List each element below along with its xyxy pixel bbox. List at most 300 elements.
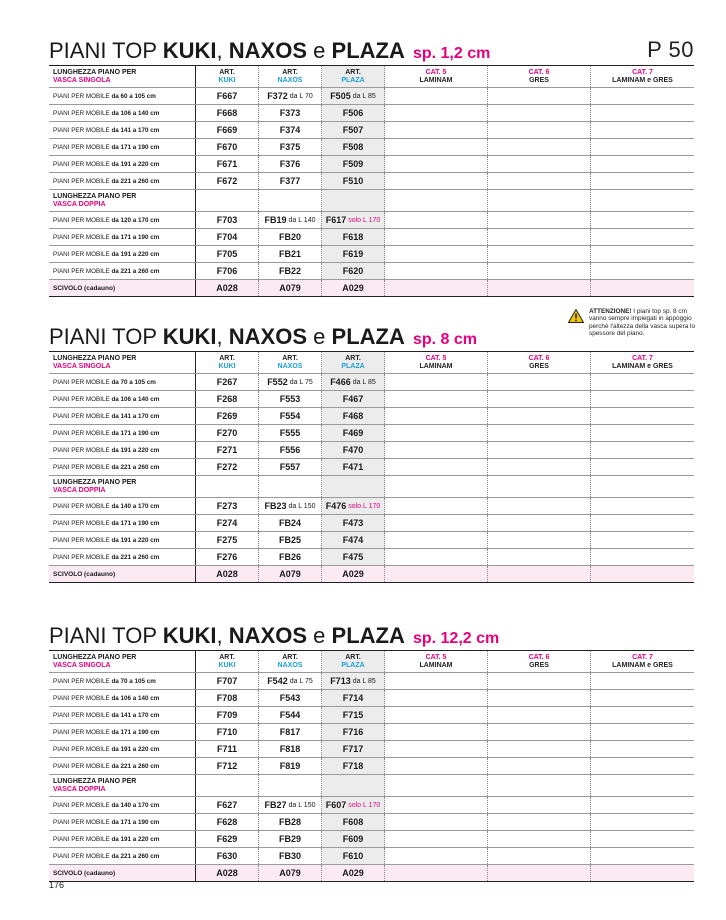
- title-kuki: KUKI: [162, 324, 217, 349]
- header-cat: CAT. 7: [632, 653, 653, 661]
- row-range: da 191 a 220 cm: [111, 446, 160, 454]
- cell-kuki: [196, 690, 259, 706]
- header-cat: CAT. 7: [632, 68, 653, 76]
- article-code: F377: [279, 176, 301, 186]
- row-description: [49, 122, 196, 138]
- section-1: [49, 37, 694, 297]
- article-code: F819: [279, 761, 301, 771]
- article-code: F543: [279, 693, 301, 703]
- double-header-line1: LUNGHEZZA PIANO PER: [53, 777, 137, 785]
- row-range: da 106 a 140 cm: [111, 694, 160, 702]
- cell-cat5: [385, 741, 488, 757]
- cell-cat6: [488, 88, 591, 104]
- cell-plaza: [322, 758, 385, 774]
- row-prefix: PIANI PER MOBILE: [53, 852, 110, 860]
- cell-plaza: [322, 374, 385, 390]
- header-naxos: [259, 66, 322, 87]
- table-row: [49, 741, 694, 758]
- cell-cat5: [385, 532, 488, 548]
- cell-naxos: [259, 173, 322, 189]
- cell-plaza: [322, 263, 385, 279]
- cell-cat5: [385, 515, 488, 531]
- cell-kuki: [196, 566, 259, 582]
- table-row: [49, 425, 694, 442]
- table-row: [49, 374, 694, 391]
- article-code: F467: [342, 394, 364, 404]
- cell-kuki: [196, 549, 259, 565]
- article-code: F629: [216, 834, 238, 844]
- header-art: ART.: [282, 354, 298, 362]
- header-art: ART.: [282, 68, 298, 76]
- cell-cat6: [488, 229, 591, 245]
- cell-cat6: [488, 566, 591, 582]
- cell-plaza: [322, 246, 385, 262]
- cell-cat6: [488, 212, 591, 228]
- cell-plaza: [322, 391, 385, 407]
- article-code: FB30: [278, 851, 301, 861]
- cell-naxos: [259, 105, 322, 121]
- cell-plaza: [322, 566, 385, 582]
- header-model: KUKI: [218, 661, 236, 669]
- cell-kuki: [196, 865, 259, 881]
- header-cat5: [385, 651, 488, 672]
- cell-cat7: [591, 724, 694, 740]
- cell-kuki: [196, 814, 259, 830]
- cell-cat6: [488, 515, 591, 531]
- table-row: [49, 673, 694, 690]
- cell-kuki: [196, 775, 259, 796]
- cell-plaza: [322, 707, 385, 723]
- cell-cat6: [488, 425, 591, 441]
- cell-naxos: [259, 459, 322, 475]
- cell-plaza: [322, 173, 385, 189]
- cell-kuki: [196, 263, 259, 279]
- row-range: da 171 a 190 cm: [111, 429, 160, 437]
- header-cat: CAT. 6: [528, 653, 550, 661]
- header-cat7: [591, 352, 694, 373]
- row-range: da 221 a 260 cm: [111, 177, 160, 185]
- row-range: da 171 a 190 cm: [111, 233, 160, 241]
- header-cat: CAT. 7: [632, 354, 653, 362]
- cell-cat6: [488, 263, 591, 279]
- cell-cat5: [385, 690, 488, 706]
- article-code: F703: [216, 215, 238, 225]
- row-prefix: PIANI PER MOBILE: [53, 801, 110, 809]
- cell-cat5: [385, 122, 488, 138]
- article-code: F617: [325, 215, 347, 225]
- table-row: [49, 848, 694, 865]
- row-range: da 221 a 260 cm: [111, 762, 160, 770]
- double-header-line2: VASCA DOPPIA: [53, 200, 106, 208]
- header-desc-line1: LUNGHEZZA PIANO PER: [53, 354, 137, 362]
- cell-cat5: [385, 88, 488, 104]
- article-code: F713: [330, 676, 351, 686]
- cell-plaza: [322, 459, 385, 475]
- article-note: da L 75: [289, 677, 313, 685]
- article-note: da L 70: [289, 92, 313, 100]
- cell-plaza: [322, 425, 385, 441]
- cell-plaza: [322, 408, 385, 424]
- row-range: da 171 a 190 cm: [111, 519, 160, 527]
- cell-cat5: [385, 459, 488, 475]
- cell-naxos: [259, 122, 322, 138]
- cell-cat6: [488, 690, 591, 706]
- cell-cat6: [488, 758, 591, 774]
- cell-cat7: [591, 476, 694, 497]
- price-table: [49, 650, 694, 882]
- header-cat7: [591, 66, 694, 87]
- title-kuki: KUKI: [162, 623, 217, 648]
- article-note: da L 75: [289, 378, 313, 386]
- cell-kuki: [196, 139, 259, 155]
- cell-kuki: [196, 190, 259, 211]
- cell-cat6: [488, 831, 591, 847]
- double-header: [49, 775, 694, 797]
- article-code: F668: [216, 108, 238, 118]
- row-range: da 70 a 105 cm: [111, 677, 156, 685]
- cell-kuki: [196, 498, 259, 514]
- row-prefix: PIANI PER MOBILE: [53, 143, 110, 151]
- article-code: F607: [325, 800, 347, 810]
- article-code: F718: [342, 761, 364, 771]
- row-range: da 221 a 260 cm: [111, 553, 160, 561]
- cell-cat7: [591, 139, 694, 155]
- cell-cat7: [591, 246, 694, 262]
- article-code: F469: [342, 428, 364, 438]
- article-code: F608: [342, 817, 364, 827]
- double-header-line1: LUNGHEZZA PIANO PER: [53, 192, 137, 200]
- table-header: [49, 651, 694, 673]
- cell-naxos: [259, 831, 322, 847]
- article-code: F508: [342, 142, 364, 152]
- article-code: F704: [216, 232, 238, 242]
- cell-plaza: [322, 831, 385, 847]
- header-desc-line1: LUNGHEZZA PIANO PER: [53, 68, 137, 76]
- header-cat: CAT. 6: [528, 354, 550, 362]
- table-row: [49, 263, 694, 280]
- table-row: [49, 724, 694, 741]
- table-header: [49, 66, 694, 88]
- cell-cat7: [591, 758, 694, 774]
- cell-cat7: [591, 690, 694, 706]
- cell-cat5: [385, 724, 488, 740]
- row-prefix: PIANI PER MOBILE: [53, 463, 110, 471]
- article-note: da L 150: [288, 801, 316, 809]
- cell-plaza: [322, 775, 385, 796]
- cell-cat7: [591, 814, 694, 830]
- row-prefix: PIANI PER MOBILE: [53, 694, 110, 702]
- cell-cat7: [591, 515, 694, 531]
- header-cat-sub: LAMINAM e GRES: [612, 76, 673, 84]
- title-kuki: KUKI: [162, 38, 217, 63]
- article-code: A028: [216, 283, 238, 293]
- header-kuki: [196, 352, 259, 373]
- header-model: PLAZA: [341, 76, 365, 84]
- header-art: ART.: [345, 354, 361, 362]
- article-code: A079: [279, 283, 301, 293]
- cell-plaza: [322, 442, 385, 458]
- header-cat: CAT. 6: [528, 68, 550, 76]
- cell-naxos: [259, 139, 322, 155]
- header-art: ART.: [219, 68, 235, 76]
- article-code: A079: [279, 868, 301, 878]
- cell-cat6: [488, 105, 591, 121]
- article-code: F711: [216, 744, 238, 754]
- article-code: F553: [279, 394, 301, 404]
- cell-kuki: [196, 425, 259, 441]
- cell-cat6: [488, 442, 591, 458]
- cell-kuki: [196, 408, 259, 424]
- title-plaza: PLAZA: [331, 324, 405, 349]
- cell-plaza: [322, 724, 385, 740]
- cell-kuki: [196, 229, 259, 245]
- cell-kuki: [196, 391, 259, 407]
- section-3: [49, 622, 694, 882]
- cell-cat5: [385, 408, 488, 424]
- cell-kuki: [196, 673, 259, 689]
- title-thickness: sp. 8 cm: [412, 331, 477, 348]
- table-row: [49, 212, 694, 229]
- header-cat6: [488, 651, 591, 672]
- article-code: F670: [216, 142, 238, 152]
- row-description: [49, 263, 196, 279]
- row-prefix: PIANI PER MOBILE: [53, 818, 110, 826]
- article-code: F474: [342, 535, 364, 545]
- article-code: F705: [216, 249, 238, 259]
- cell-cat7: [591, 831, 694, 847]
- cell-plaza: [322, 229, 385, 245]
- scivolo-row: [49, 865, 694, 882]
- table-row: [49, 139, 694, 156]
- row-description: [49, 442, 196, 458]
- header-model: KUKI: [218, 76, 236, 84]
- cell-naxos: [259, 476, 322, 497]
- article-code: F709: [216, 710, 238, 720]
- title-prefix: PIANI TOP: [49, 623, 157, 648]
- article-note: solo L 170: [348, 216, 381, 224]
- row-description: [49, 707, 196, 723]
- double-header-description: [49, 775, 196, 796]
- article-code: F372: [267, 91, 288, 101]
- cell-cat5: [385, 391, 488, 407]
- cell-naxos: [259, 263, 322, 279]
- article-code: FB28: [278, 817, 301, 827]
- row-range: da 191 a 220 cm: [111, 536, 160, 544]
- header-cat-sub: GRES: [529, 661, 549, 669]
- scivolo-row: [49, 566, 694, 583]
- article-code: F627: [216, 800, 238, 810]
- row-prefix: PIANI PER MOBILE: [53, 267, 110, 275]
- row-range: da 70 a 105 cm: [111, 378, 156, 386]
- title-naxos: NAXOS: [228, 38, 308, 63]
- cell-kuki: [196, 88, 259, 104]
- row-range: da 120 a 170 cm: [111, 216, 160, 224]
- header-cat7: [591, 651, 694, 672]
- cell-cat7: [591, 498, 694, 514]
- article-code: F267: [216, 377, 238, 387]
- section-2: [49, 323, 694, 583]
- row-prefix: PIANI PER MOBILE: [53, 177, 110, 185]
- header-cat-sub: GRES: [529, 362, 549, 370]
- page-number: 176: [49, 880, 65, 890]
- article-code: A029: [342, 569, 364, 579]
- title-prefix: PIANI TOP: [49, 324, 157, 349]
- row-range: da 221 a 260 cm: [111, 463, 160, 471]
- row-prefix: PIANI PER MOBILE: [53, 378, 110, 386]
- article-code: F373: [279, 108, 301, 118]
- cell-cat5: [385, 173, 488, 189]
- header-art: ART.: [345, 653, 361, 661]
- cell-cat5: [385, 139, 488, 155]
- cell-plaza: [322, 139, 385, 155]
- cell-plaza: [322, 190, 385, 211]
- header-description: [49, 651, 196, 672]
- cell-plaza: [322, 848, 385, 864]
- row-prefix: PIANI PER MOBILE: [53, 745, 110, 753]
- article-code: F818: [279, 744, 301, 754]
- warning-body: I piani top sp. 8 cm vanno sempre impiegati in appoggio perchè l'altezza della vasca supera lo spessore del piano.: [589, 308, 696, 338]
- header-model: PLAZA: [341, 661, 365, 669]
- article-code: F707: [216, 676, 238, 686]
- table-row: [49, 797, 694, 814]
- cell-cat7: [591, 374, 694, 390]
- article-code: F470: [342, 445, 364, 455]
- header-model: KUKI: [218, 362, 236, 370]
- article-code: F714: [342, 693, 364, 703]
- row-prefix: PIANI PER MOBILE: [53, 429, 110, 437]
- article-note: solo L 170: [348, 502, 381, 510]
- article-code: FB29: [278, 834, 301, 844]
- article-code: FB20: [278, 232, 301, 242]
- header-cat-sub: LAMINAM: [419, 362, 453, 370]
- cell-plaza: [322, 814, 385, 830]
- header-desc-line1: LUNGHEZZA PIANO PER: [53, 653, 137, 661]
- cell-naxos: [259, 246, 322, 262]
- article-code: F618: [342, 232, 364, 242]
- row-range: da 106 a 140 cm: [111, 109, 160, 117]
- warning-title: ATTENZIONE!: [589, 308, 632, 315]
- cell-cat7: [591, 775, 694, 796]
- cell-cat5: [385, 212, 488, 228]
- header-naxos: [259, 352, 322, 373]
- row-description: [49, 797, 196, 813]
- article-code: F708: [216, 693, 238, 703]
- cell-plaza: [322, 865, 385, 881]
- article-note: da L 85: [352, 677, 376, 685]
- cell-cat6: [488, 498, 591, 514]
- row-range: da 191 a 220 cm: [111, 745, 160, 753]
- table-row: [49, 156, 694, 173]
- cell-cat7: [591, 391, 694, 407]
- cell-cat5: [385, 374, 488, 390]
- cell-cat6: [488, 139, 591, 155]
- article-code: A028: [216, 569, 238, 579]
- article-code: F630: [216, 851, 238, 861]
- title-plaza: PLAZA: [331, 38, 405, 63]
- cell-naxos: [259, 532, 322, 548]
- article-code: F710: [216, 727, 238, 737]
- header-description: [49, 66, 196, 87]
- article-code: F667: [216, 91, 238, 101]
- article-code: F671: [216, 159, 238, 169]
- article-code: F376: [279, 159, 301, 169]
- cell-cat7: [591, 865, 694, 881]
- cell-cat6: [488, 741, 591, 757]
- article-code: F544: [279, 710, 301, 720]
- article-code: F542: [267, 676, 288, 686]
- cell-cat7: [591, 848, 694, 864]
- cell-cat5: [385, 156, 488, 172]
- row-description: [49, 690, 196, 706]
- cell-cat7: [591, 532, 694, 548]
- row-prefix: PIANI PER MOBILE: [53, 109, 110, 117]
- row-description: [49, 758, 196, 774]
- cell-cat5: [385, 865, 488, 881]
- cell-naxos: [259, 707, 322, 723]
- row-prefix: PIANI PER MOBILE: [53, 502, 110, 510]
- cell-naxos: [259, 374, 322, 390]
- cell-plaza: [322, 532, 385, 548]
- table-row: [49, 532, 694, 549]
- article-code: F552: [267, 377, 288, 387]
- table-row: [49, 391, 694, 408]
- row-prefix: PIANI PER MOBILE: [53, 250, 110, 258]
- cell-kuki: [196, 212, 259, 228]
- row-description: [49, 246, 196, 262]
- article-code: F672: [216, 176, 238, 186]
- table-row: [49, 831, 694, 848]
- row-description: [49, 814, 196, 830]
- row-description: [49, 498, 196, 514]
- cell-cat5: [385, 831, 488, 847]
- article-code: F509: [342, 159, 364, 169]
- row-description: [49, 374, 196, 390]
- article-code: F275: [216, 535, 238, 545]
- row-description: [49, 88, 196, 104]
- cell-kuki: [196, 105, 259, 121]
- cell-naxos: [259, 391, 322, 407]
- cell-cat6: [488, 707, 591, 723]
- cell-kuki: [196, 707, 259, 723]
- cell-cat7: [591, 741, 694, 757]
- title-naxos: NAXOS: [228, 324, 308, 349]
- cell-plaza: [322, 105, 385, 121]
- page-code: P 50: [647, 37, 694, 62]
- double-header-description: [49, 190, 196, 211]
- cell-cat6: [488, 476, 591, 497]
- cell-cat7: [591, 173, 694, 189]
- article-code: F716: [342, 727, 364, 737]
- row-description: [49, 105, 196, 121]
- section-title: [49, 622, 694, 650]
- table-row: [49, 515, 694, 532]
- header-model: NAXOS: [277, 362, 303, 370]
- header-plaza: [322, 651, 385, 672]
- article-code: F817: [279, 727, 301, 737]
- cell-plaza: [322, 280, 385, 296]
- cell-cat7: [591, 797, 694, 813]
- price-table: [49, 351, 694, 583]
- header-art: ART.: [282, 653, 298, 661]
- cell-naxos: [259, 280, 322, 296]
- cell-cat6: [488, 246, 591, 262]
- cell-cat7: [591, 707, 694, 723]
- cell-cat6: [488, 673, 591, 689]
- cell-kuki: [196, 122, 259, 138]
- row-range: da 140 a 170 cm: [111, 502, 160, 510]
- article-code: F274: [216, 518, 238, 528]
- cell-plaza: [322, 549, 385, 565]
